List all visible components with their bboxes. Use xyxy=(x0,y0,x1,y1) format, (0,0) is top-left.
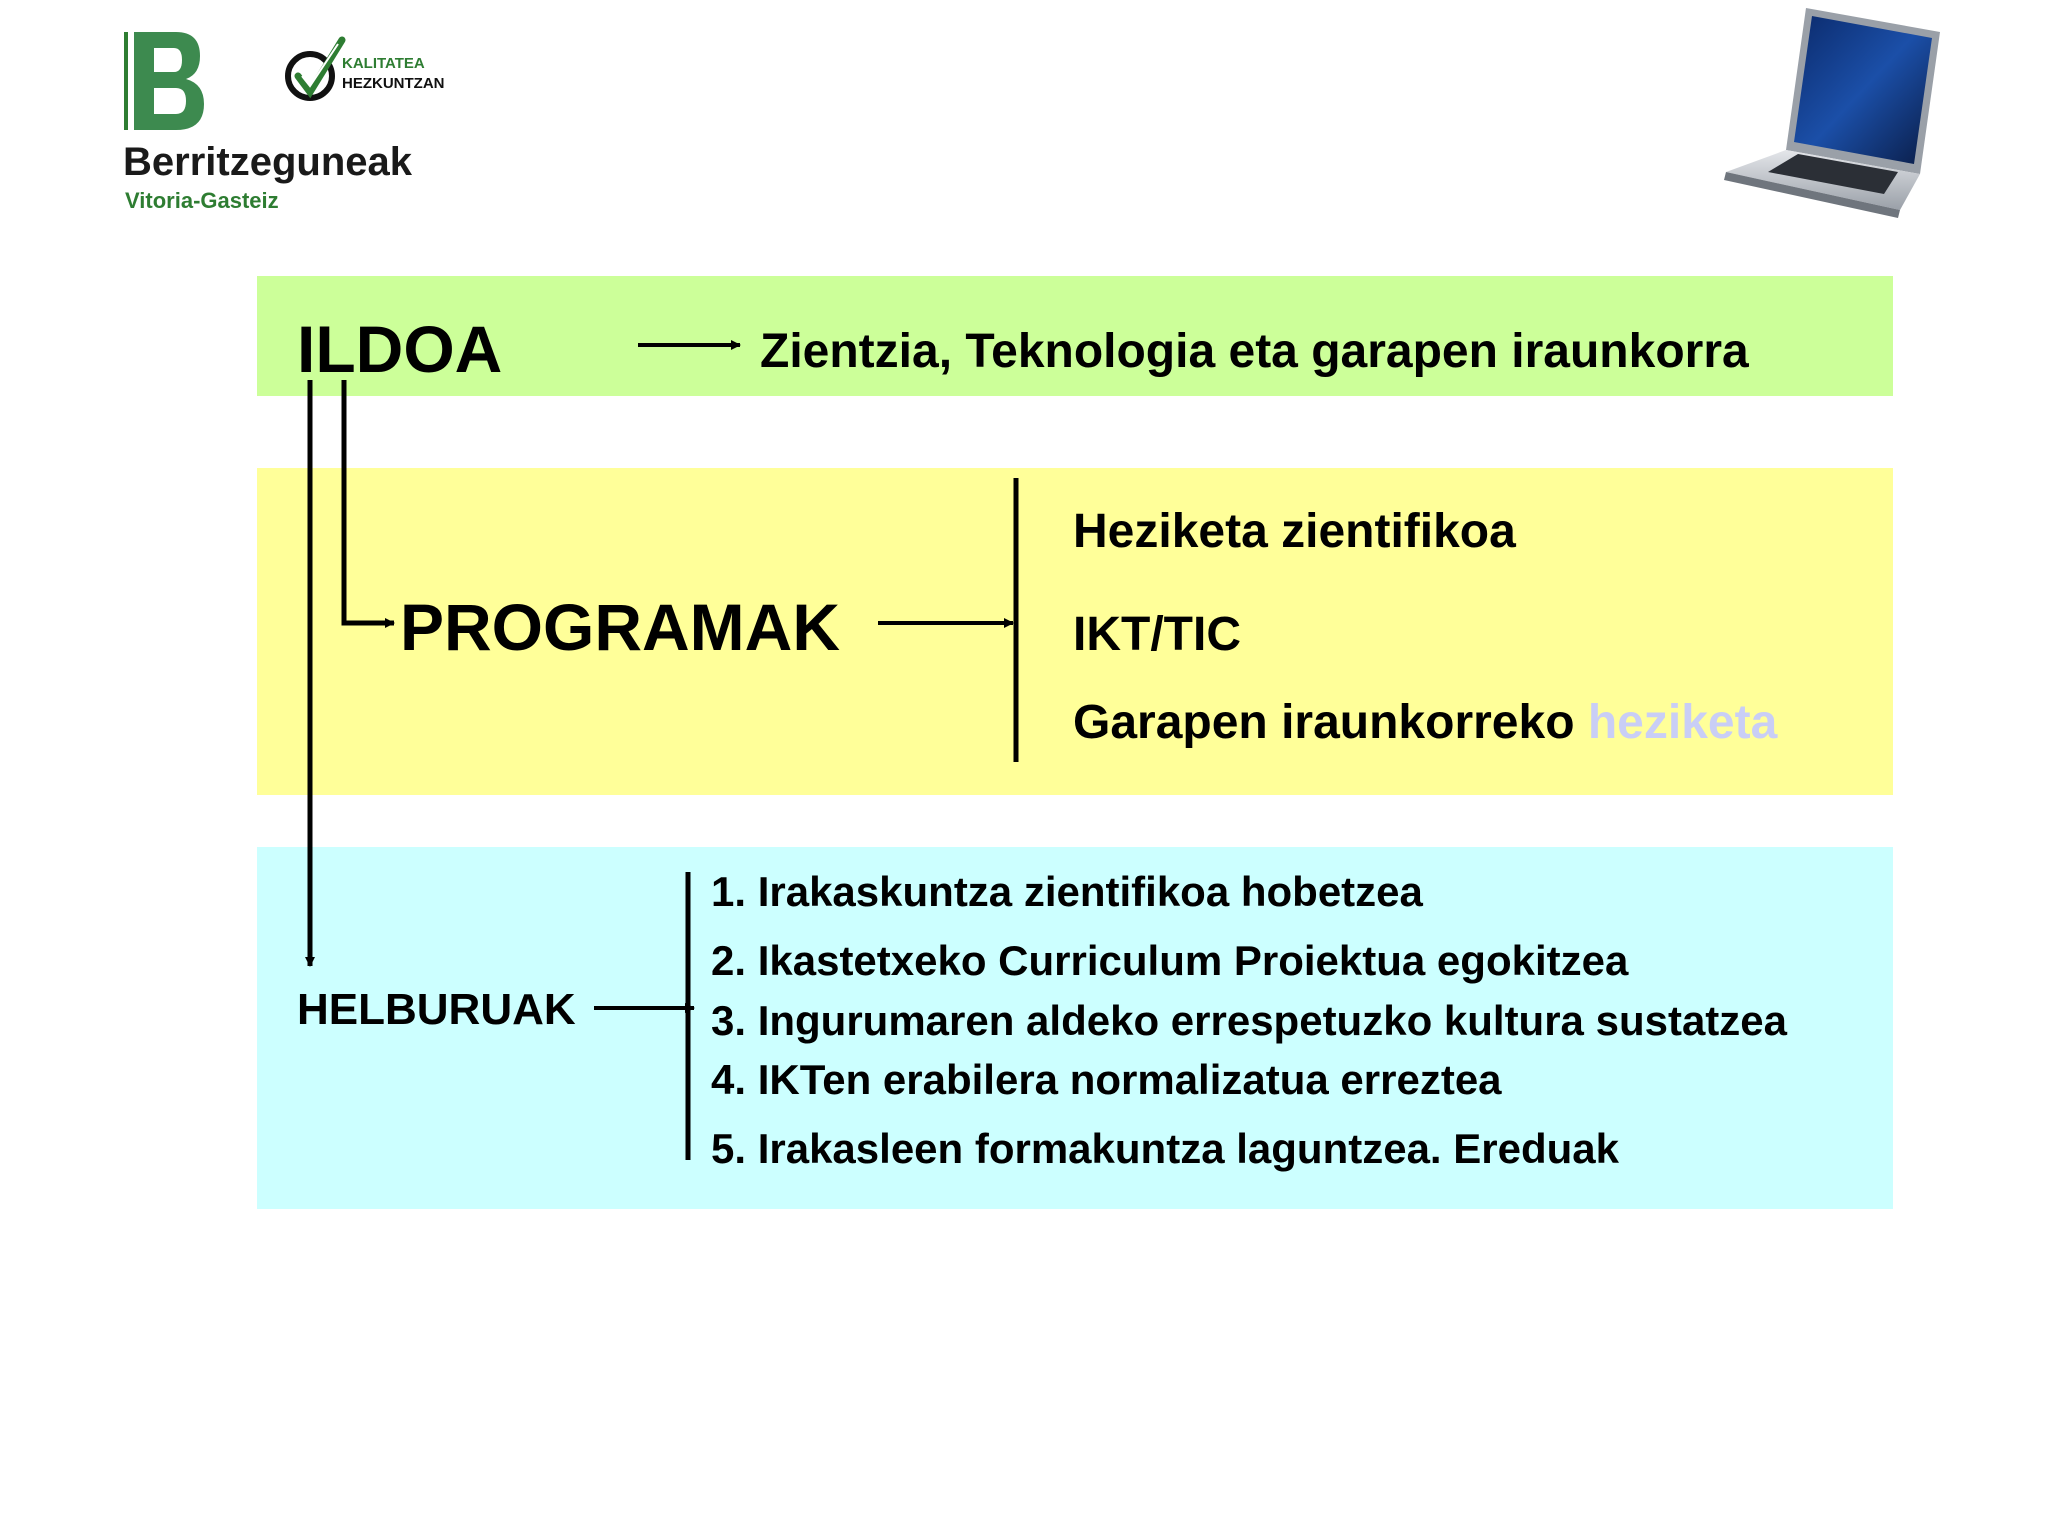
program-item-faint-word: heziketa xyxy=(1587,696,1778,749)
quality-logo-line1: KALITATEA xyxy=(342,55,425,72)
program-item-text: Garapen iraunkorreko xyxy=(1073,696,1575,749)
ildoa-to-programak-line xyxy=(344,380,394,623)
program-item: Heziketa zientifikoa xyxy=(1073,505,1516,558)
goal-item: 4. IKTen erabilera normalizatua erreztea xyxy=(711,1056,1502,1103)
org-name: Berritzeguneak xyxy=(123,140,412,184)
programak-label: PROGRAMAK xyxy=(400,590,840,664)
goal-item: 5. Irakasleen formakuntza laguntzea. Ereduak xyxy=(711,1125,1620,1172)
goal-item: 2. Ikastetxeko Curriculum Proiektua egokitzea xyxy=(711,937,1629,984)
goal-item: 3. Ingurumaren aldeko errespetuzko kultura sustatzea xyxy=(711,997,1788,1044)
ildoa-description: Zientzia, Teknologia eta garapen iraunkorra xyxy=(760,325,1749,378)
ildoa-label: ILDOA xyxy=(297,312,503,386)
helburuak-label: HELBURUAK xyxy=(297,985,576,1034)
quality-logo-line2: HEZKUNTZAN xyxy=(342,75,445,92)
program-item: IKT/TIC xyxy=(1073,608,1241,661)
goal-item: 1. Irakaskuntza zientifikoa hobetzea xyxy=(711,868,1423,915)
org-city: Vitoria-Gasteiz xyxy=(125,188,279,213)
